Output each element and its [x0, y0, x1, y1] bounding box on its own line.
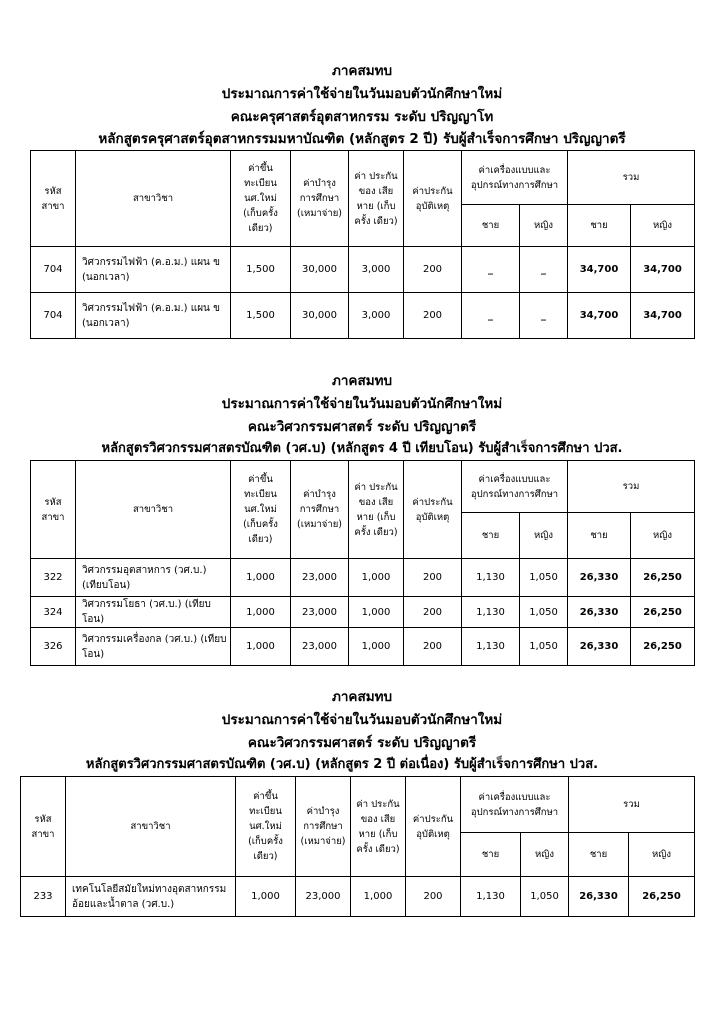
cell-total-female: 26,250 — [631, 628, 695, 666]
cell-maintenance: 23,000 — [291, 597, 349, 628]
header-uniform-male: ชาย — [462, 513, 520, 559]
cell-total-male: 26,330 — [568, 628, 631, 666]
cell-total-female: 26,250 — [631, 559, 695, 597]
header-uniform-male: ชาย — [462, 205, 520, 247]
cell-accident: 200 — [404, 293, 462, 339]
table-row — [21, 877, 695, 917]
header-total: รวม — [568, 461, 695, 513]
fee-table-2 — [30, 460, 695, 666]
cell-damage: 3,000 — [349, 247, 404, 293]
header-registration: ค่าขึ้นทะเบียน นศ.ใหม่ (เก็บครั้งเดียว) — [231, 151, 291, 247]
cell-maintenance: 23,000 — [296, 877, 351, 917]
section-1-faculty: คณะครุศาสตร์อุตสาหกรรม ระดับ ปริญญาโท — [230, 109, 494, 125]
cell-damage: 3,000 — [349, 293, 404, 339]
header-total: รวม — [568, 151, 695, 205]
cell-major: เทคโนโลยีสมัยใหม่ทางอุตสาหกรรม อ้อยและน้ำตาล (วศ.บ.) — [66, 877, 236, 917]
cell-accident: 200 — [404, 597, 462, 628]
cell-maintenance: 23,000 — [291, 628, 349, 666]
section-2-faculty: คณะวิศวกรรมศาสตร์ ระดับ ปริญญาตรี — [247, 419, 477, 435]
cell-total-male: 26,330 — [568, 597, 631, 628]
cell-accident: 200 — [404, 247, 462, 293]
header-registration: ค่าขึ้นทะเบียน นศ.ใหม่ (เก็บครั้งเดียว) — [231, 461, 291, 559]
cell-major: วิศวกรรมไฟฟ้า (ค.อ.ม.) แผน ข (นอกเวลา) — [76, 293, 231, 339]
header-damage-insurance: ค่า ประกัน ของ เสียหาย (เก็บครั้ง เดียว) — [349, 151, 404, 247]
cell-registration: 1,000 — [231, 597, 291, 628]
cell-damage: 1,000 — [349, 559, 404, 597]
header-major: สาขาวิชา — [76, 151, 231, 247]
cell-damage: 1,000 — [349, 628, 404, 666]
table-row — [31, 628, 695, 666]
cell-maintenance: 23,000 — [291, 559, 349, 597]
header-total-male: ชาย — [568, 205, 631, 247]
cell-accident: 200 — [404, 559, 462, 597]
header-uniform: ค่าเครื่องแบบและ อุปกรณ์ทางการศึกษา — [462, 151, 568, 205]
table-row — [31, 559, 695, 597]
header-uniform-female: หญิง — [521, 833, 569, 877]
header-code: รหัส สาขา — [31, 461, 76, 559]
header-uniform-female: หญิง — [520, 513, 568, 559]
cell-uniform-female: 1,050 — [520, 628, 568, 666]
cell-damage: 1,000 — [349, 597, 404, 628]
section-3-program: หลักสูตรวิศวกรรมศาสตรบัณฑิต (วศ.บ) (หลักสูตร 2 ปี ต่อเนื่อง) รับผู้สำเร็จการศึกษา ปวส. — [85, 757, 599, 772]
header-damage-insurance: ค่า ประกัน ของ เสียหาย (เก็บครั้ง เดียว) — [349, 461, 404, 559]
cell-registration: 1,000 — [231, 559, 291, 597]
cell-uniform-male: 1,130 — [462, 559, 520, 597]
cell-uniform-male: 1,130 — [461, 877, 521, 917]
cell-total-female: 34,700 — [631, 247, 695, 293]
header-total-male: ชาย — [568, 513, 631, 559]
header-total-female: หญิง — [629, 833, 695, 877]
header-code: รหัส สาขา — [31, 151, 76, 247]
header-maintenance: ค่าบำรุง การศึกษา (เหมาจ่าย) — [296, 777, 351, 877]
header-maintenance: ค่าบำรุง การศึกษา (เหมาจ่าย) — [291, 461, 349, 559]
section-2-program: หลักสูตรวิศวกรรมศาสตรบัณฑิต (วศ.บ) (หลักสูตร 4 ปี เทียบโอน) รับผู้สำเร็จการศึกษา ปวส. — [101, 441, 623, 456]
cell-total-male: 34,700 — [568, 247, 631, 293]
header-total-male: ชาย — [569, 833, 629, 877]
cell-code: 326 — [31, 628, 76, 666]
fee-table-1 — [30, 150, 695, 339]
header-maintenance: ค่าบำรุง การศึกษา (เหมาจ่าย) — [291, 151, 349, 247]
header-uniform: ค่าเครื่องแบบและ อุปกรณ์ทางการศึกษา — [462, 461, 568, 513]
header-uniform-male: ชาย — [461, 833, 521, 877]
cell-code: 324 — [31, 597, 76, 628]
header-uniform-female: หญิง — [520, 205, 568, 247]
cell-total-female: 34,700 — [631, 293, 695, 339]
table-row — [31, 597, 695, 628]
cell-total-male: 26,330 — [569, 877, 629, 917]
cell-total-female: 26,250 — [631, 597, 695, 628]
cell-uniform-female: _ — [520, 293, 568, 339]
cell-code: 704 — [31, 293, 76, 339]
cell-code: 322 — [31, 559, 76, 597]
cell-uniform-male: _ — [462, 293, 520, 339]
cell-code: 704 — [31, 247, 76, 293]
cell-major: วิศวกรรมเครื่องกล (วศ.บ.) (เทียบโอน) — [76, 628, 231, 666]
section-1-title: ประมาณการค่าใช้จ่ายในวันมอบตัวนักศึกษาใหม่ — [221, 86, 503, 102]
section-1-program: หลักสูตรครุศาสตร์อุตสาหกรรมมหาบัณฑิต (หลักสูตร 2 ปี) รับผู้สำเร็จการศึกษา ปริญญาตรี — [98, 131, 626, 147]
cell-major: วิศวกรรมไฟฟ้า (ค.อ.ม.) แผน ข (นอกเวลา) — [76, 247, 231, 293]
cell-maintenance: 30,000 — [291, 293, 349, 339]
header-major: สาขาวิชา — [66, 777, 236, 877]
cell-registration: 1,000 — [231, 628, 291, 666]
section-2-label: ภาคสมทบ — [331, 373, 393, 389]
section-3-title: ประมาณการค่าใช้จ่ายในวันมอบตัวนักศึกษาใหม่ — [221, 712, 503, 728]
cell-major: วิศวกรรมอุตสาหการ (วศ.บ.) (เทียบโอน) — [76, 559, 231, 597]
cell-uniform-female: 1,050 — [520, 559, 568, 597]
fee-table-3 — [20, 776, 695, 917]
cell-uniform-female: _ — [520, 247, 568, 293]
header-registration: ค่าขึ้นทะเบียน นศ.ใหม่ (เก็บครั้งเดียว) — [236, 777, 296, 877]
table-row — [31, 247, 695, 293]
table-row — [31, 293, 695, 339]
section-3-label: ภาคสมทบ — [331, 689, 393, 705]
header-total-female: หญิง — [631, 513, 695, 559]
cell-registration: 1,500 — [231, 247, 291, 293]
header-accident-insurance: ค่าประกัน อุบัติเหตุ — [406, 777, 461, 877]
header-code: รหัส สาขา — [21, 777, 66, 877]
cell-damage: 1,000 — [351, 877, 406, 917]
cell-major: วิศวกรรมโยธา (วศ.บ.) (เทียบโอน) — [76, 597, 231, 628]
header-uniform: ค่าเครื่องแบบและ อุปกรณ์ทางการศึกษา — [461, 777, 569, 833]
cell-uniform-female: 1,050 — [521, 877, 569, 917]
header-accident-insurance: ค่าประกัน อุบัติเหตุ — [404, 461, 462, 559]
cell-accident: 200 — [404, 628, 462, 666]
cell-uniform-female: 1,050 — [520, 597, 568, 628]
cell-total-male: 34,700 — [568, 293, 631, 339]
cell-accident: 200 — [406, 877, 461, 917]
cell-maintenance: 30,000 — [291, 247, 349, 293]
header-major: สาขาวิชา — [76, 461, 231, 559]
cell-uniform-male: 1,130 — [462, 628, 520, 666]
section-2-title: ประมาณการค่าใช้จ่ายในวันมอบตัวนักศึกษาใหม่ — [221, 396, 503, 412]
section-1-label: ภาคสมทบ — [331, 63, 393, 79]
cell-code: 233 — [21, 877, 66, 917]
header-accident-insurance: ค่าประกัน อุบัติเหตุ — [404, 151, 462, 247]
cell-registration: 1,500 — [231, 293, 291, 339]
cell-total-female: 26,250 — [629, 877, 695, 917]
cell-uniform-male: _ — [462, 247, 520, 293]
cell-total-male: 26,330 — [568, 559, 631, 597]
header-damage-insurance: ค่า ประกัน ของ เสียหาย (เก็บครั้ง เดียว) — [351, 777, 406, 877]
header-total: รวม — [569, 777, 695, 833]
section-3-faculty: คณะวิศวกรรมศาสตร์ ระดับ ปริญญาตรี — [247, 735, 477, 751]
cell-uniform-male: 1,130 — [462, 597, 520, 628]
header-total-female: หญิง — [631, 205, 695, 247]
cell-registration: 1,000 — [236, 877, 296, 917]
